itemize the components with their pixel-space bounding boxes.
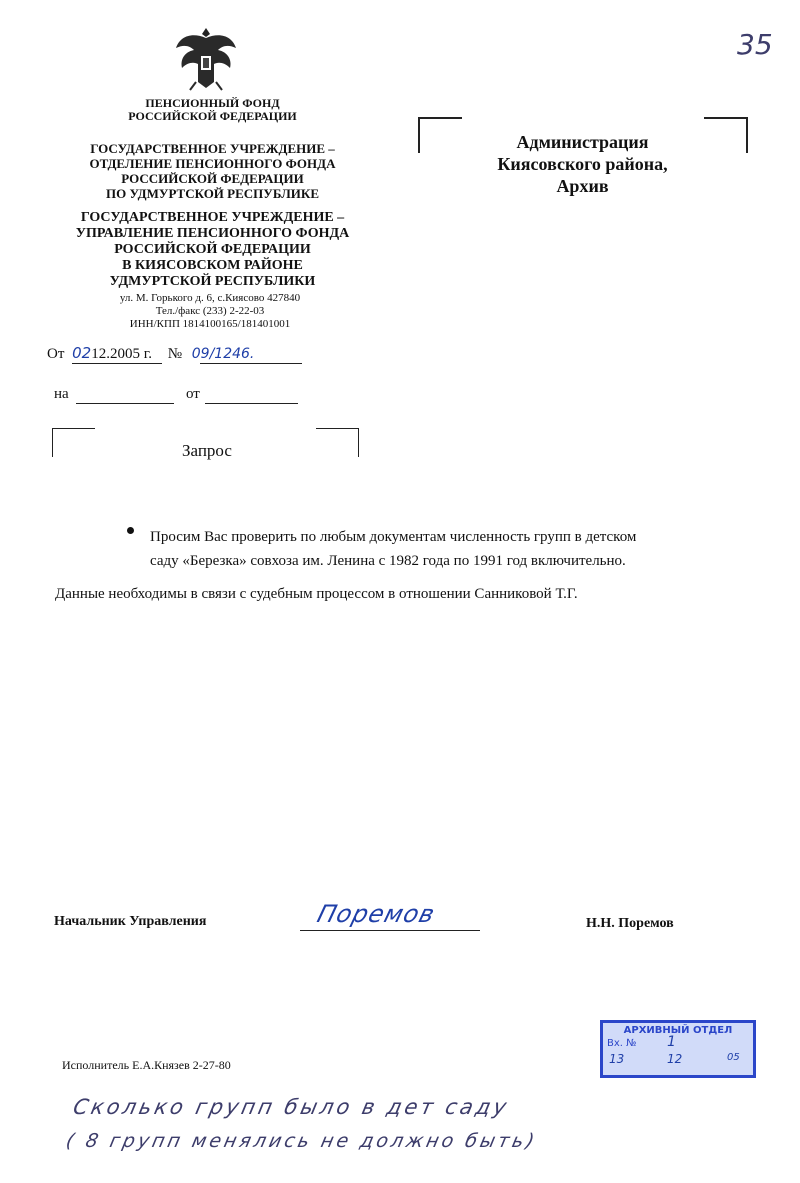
branch-name: ГОСУДАРСТВЕННОЕ УЧРЕЖДЕНИЕ – ОТДЕЛЕНИЕ ПЕНСИОННОГО ФОНДА РОССИЙСКОЙ ФЕДЕРАЦИИ ПО УДМУРТСКОЙ РЕСПУБЛИКЕ [89,141,336,201]
from-label: От [47,346,65,362]
archive-stamp [600,1020,756,1078]
sender-phone: Тел./факс (233) 2-22-03 [155,305,265,317]
reason-text: Данные необходимы в связи с судебным процессом в отношении Санниковой Т.Г. [55,586,578,602]
request-text: Просим Вас проверить по любым документам численность групп в детском саду «Березка» совхоза им. Ленина с 1982 года по 1991 год включительно. [150,529,637,569]
stamp-number: 1 [667,1034,676,1050]
double-headed-eagle-icon [170,22,242,94]
recipient: Администрация Киясовского района, Архив [497,132,668,196]
of-label: от [186,386,200,402]
fund-name: ПЕНСИОННЫЙ ФОНД РОССИЙСКОЙ ФЕДЕРАЦИИ [128,96,297,123]
recipient-corner-left [418,117,462,153]
date-day: 02 [72,344,92,362]
signature-underline [300,930,480,931]
handwritten-note [63,1090,677,1158]
note-line-1: Сколько групп было в дет саду [71,1095,512,1119]
note-line-2: ( 8 групп менялись не должно быть) [64,1130,540,1152]
number-value: 09/1246. [191,346,255,362]
date-rest: 12.2005 г. [91,346,152,362]
stamp-incoming-label: Вх. № [607,1038,637,1049]
recipient-corner-right [704,117,748,153]
stamp-title: АРХИВНЫЙ ОТДЕЛ [623,1025,733,1036]
signer-name: Н.Н. Поремов [586,916,674,931]
on-underline [76,403,174,404]
executor-line: Исполнитель Е.А.Князев 2-27-80 [62,1058,231,1072]
reference-line [54,386,314,403]
stamp-date-month: 12 [667,1052,683,1066]
signer-position: Начальник Управления [54,914,207,929]
subject-corner-right [316,428,359,457]
office-name: ГОСУДАРСТВЕННОЕ УЧРЕЖДЕНИЕ – УПРАВЛЕНИЕ ПЕНСИОННОГО ФОНДА РОССИЙСКОЙ ФЕДЕРАЦИИ В КИЯСОВСКОМ РАЙОНЕ УДМУРТСКОЙ РЕСПУБЛИКИ [75,210,350,289]
of-underline [205,403,298,404]
date-underline [72,363,162,364]
sender-contacts [90,292,330,331]
number-underline [200,363,302,364]
sender-address: ул. М. Горького д. 6, с.Киясово 427840 [119,292,301,304]
stamp-date-day: 13 [609,1052,625,1066]
handwritten-signature: Поремов [314,900,439,928]
number-label: № [167,346,183,362]
sender-inn: ИНН/КПП 1814100165/181401001 [129,318,291,330]
on-label: на [54,386,69,402]
subject: Запрос [182,441,232,460]
subject-corner-left [52,428,95,457]
page-number: 35 [737,28,773,61]
stamp-date-year: 05 [727,1052,740,1063]
bullet-marker [127,527,134,534]
